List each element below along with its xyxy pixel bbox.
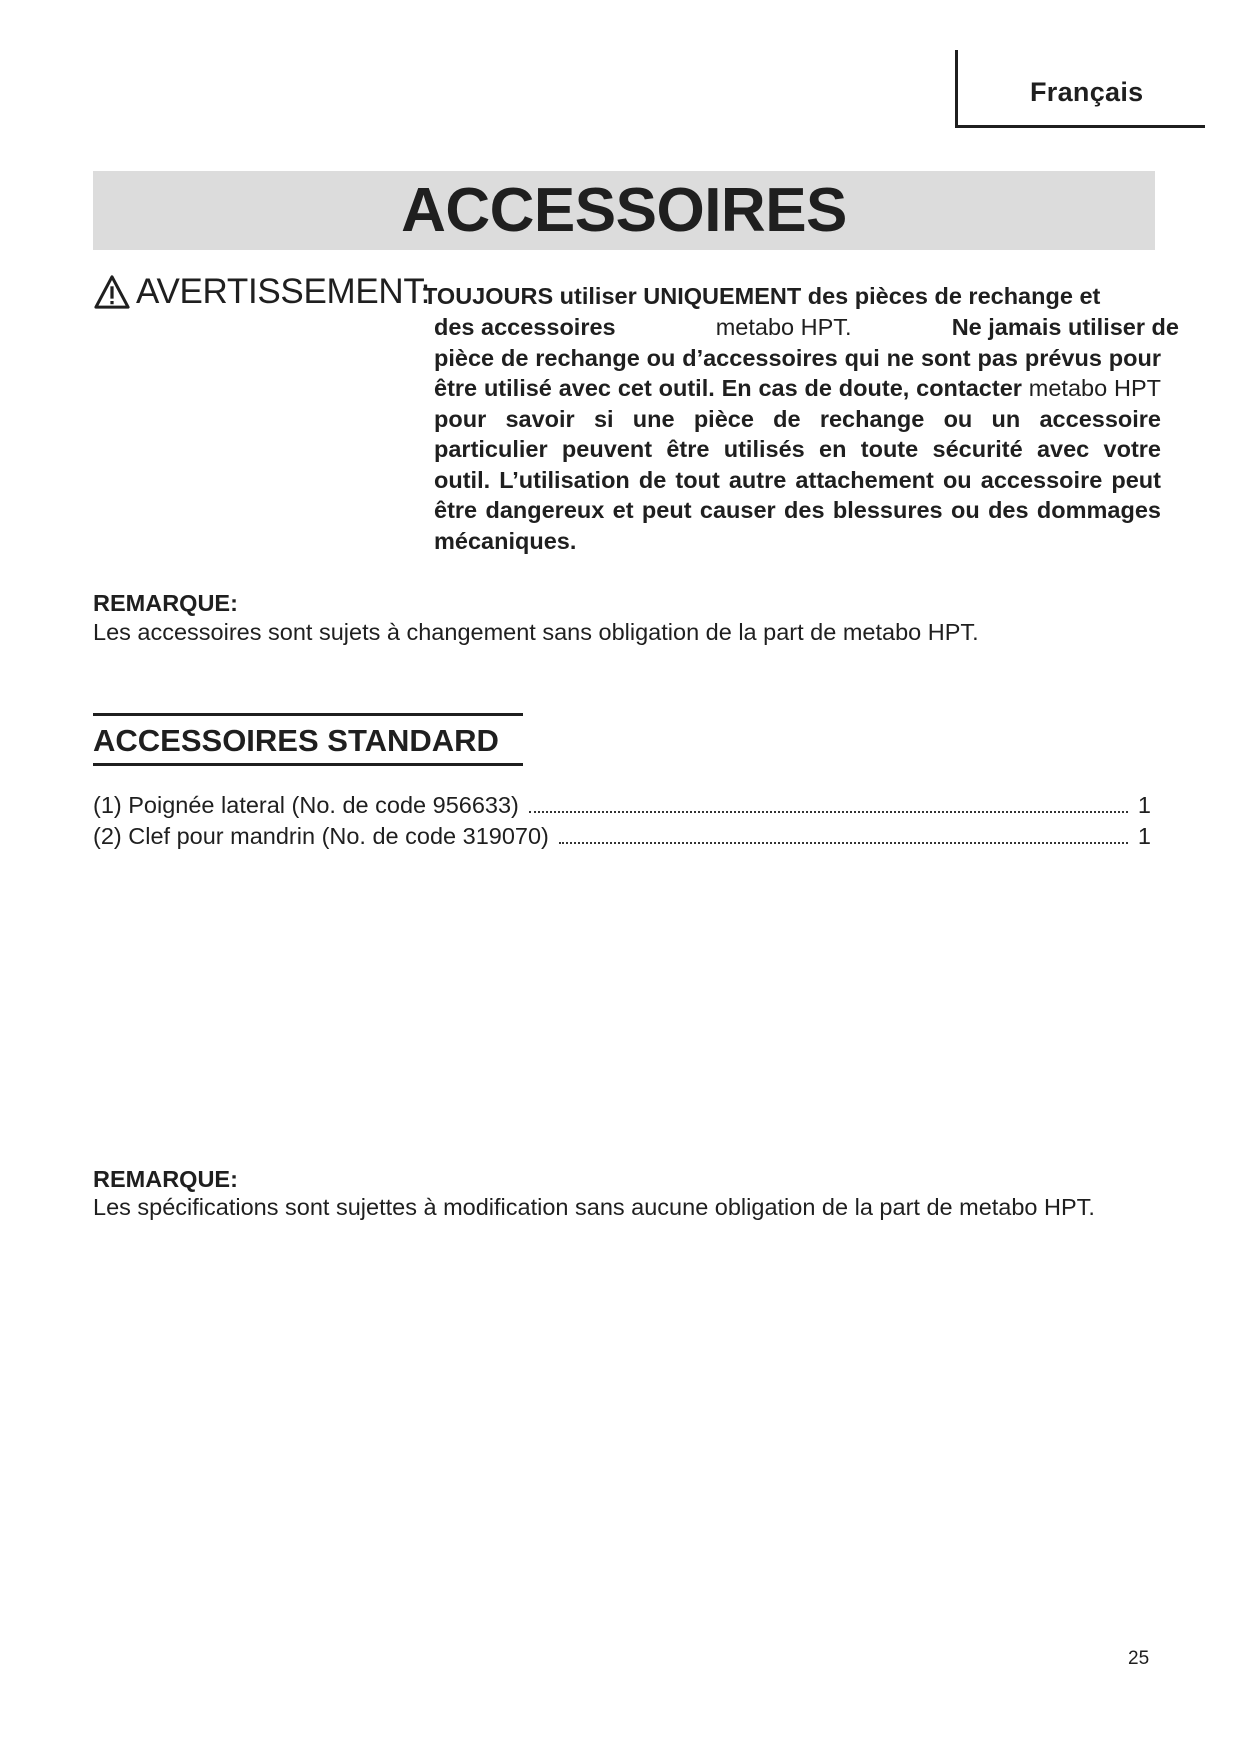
warning-paragraph [434,343,1161,557]
accessory-quantity: 1 [1137,823,1151,849]
warning-line-2-a: des accessoires [434,314,616,340]
title-banner [93,171,1155,250]
accessory-name: (2) Clef pour mandrin (No. de code 319070) [93,823,549,849]
dot-leader [529,810,1128,813]
page-title: ACCESSOIRES [401,176,847,245]
warning-label: AVERTISSEMENT: [136,272,431,311]
warning-first-line: TOUJOURS utiliser UNIQUEMENT des pièces de rechange et [423,283,1101,309]
accessory-name: (1) Poignée lateral (No. de code 956633) [93,792,519,818]
list-item [93,792,1151,823]
page-number: 25 [1128,1648,1150,1669]
remark-label: REMARQUE: [93,1166,238,1192]
warning-body-brand: metabo HPT [1028,375,1161,401]
accessory-list [93,792,1151,854]
dot-leader [559,841,1128,844]
language-tab [955,50,1205,128]
language-label: Français [1030,77,1144,107]
warning-line-2 [434,312,1179,343]
warning-line-2-c: Ne jamais utiliser de [951,314,1179,340]
accessory-quantity: 1 [1137,792,1151,818]
section-title: ACCESSOIRES STANDARD [93,723,499,758]
warning-body-a: pièce de rechange ou d’accessoires qui ne sont pas prévus pour être utilisé avec cet outil. En cas de doute, contacter [434,344,1161,401]
remark-label: REMARQUE: [93,590,238,616]
warning-line-2-brand: metabo HPT. [715,314,852,340]
warning-triangle-icon [93,274,131,310]
remark-text: Les spécifications sont sujettes à modification sans aucune obligation de la part de metabo HPT. [93,1194,1095,1220]
section-heading [93,713,523,766]
warning-body-b: pour savoir si une pièce de rechange ou un accessoire particulier peuvent être utilisés en toute sécurité avec votre outil. L’utilisation de tout autre attachement ou accessoire peut être dangereux et peut causer des blessures ou des dommages mécaniques. [434,405,1161,554]
warning-text [434,312,1186,556]
warning-heading [93,272,430,312]
list-item [93,823,1151,854]
remark-text: Les accessoires sont sujets à changement sans obligation de la part de metabo HPT. [93,619,979,645]
